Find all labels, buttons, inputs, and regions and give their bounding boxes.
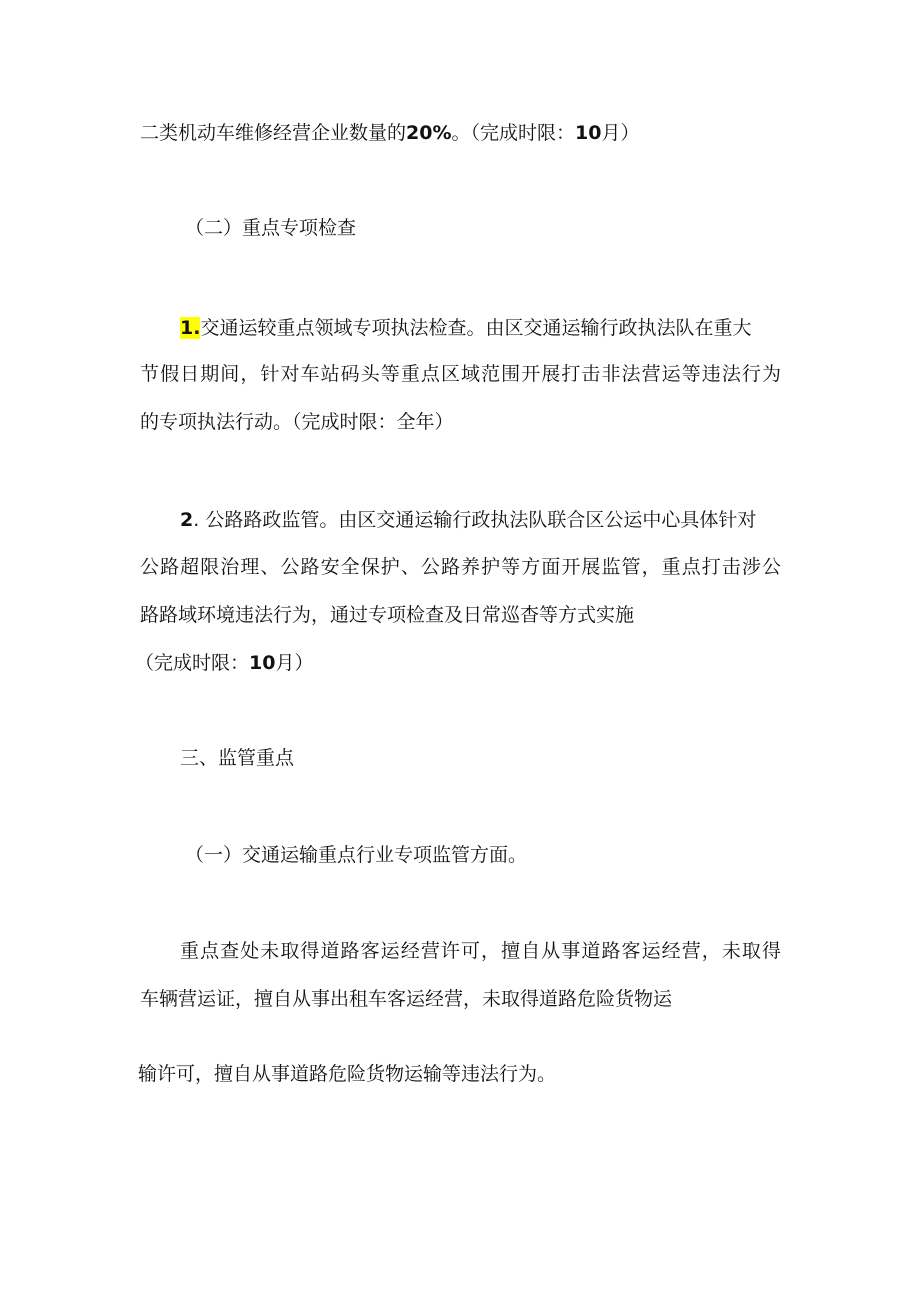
item-1-text: 交通运较重点领域专项执法检查。由区交通运输行政执法队在重大 <box>200 317 752 339</box>
paragraph-line-1: 重点查处未取得道路客运经营许可，擅自从事道路客运经营，未取得 <box>180 940 781 962</box>
text-segment: （完成时限： <box>135 652 250 674</box>
text-segment: 月） <box>275 652 314 674</box>
item-2-text: . 公路路政监管。由区交通运输行政执法队联合区公运中心具体针对 <box>193 509 757 531</box>
item-1-line-3: 的专项执法行动。（完成时限：全年） <box>140 411 454 433</box>
item-2-deadline <box>135 650 313 676</box>
item-2-line-3: 路路域环境违法行为，通过专项检查及日常巡杳等方式实施 <box>140 604 635 626</box>
deadline-month: 10 <box>575 122 602 144</box>
text-segment: 。（完成时限： <box>451 122 576 144</box>
sub-heading-industry-supervision: （一）交通运输重点行业专项监管方面。 <box>185 844 528 866</box>
section-heading-special-inspection: （二）重点专项检查 <box>185 217 357 239</box>
item-2-number: 2 <box>180 509 194 531</box>
item-2-line-2: 公路超限治理、公路安全保护、公路养护等方面开展监管，重点打击涉公 <box>140 556 781 578</box>
item-1-number: 1. <box>180 317 201 339</box>
section-heading-supervision-focus: 三、监管重点 <box>180 747 295 769</box>
item-1-line-1 <box>180 315 751 341</box>
paragraph-line <box>140 120 639 146</box>
deadline-month: 10 <box>249 652 276 674</box>
text-segment: 二类机动车维修经营企业数量的 <box>140 122 407 144</box>
paragraph-line-2: 车辆营运证，擅自从事出租车客运经营，未取得道路危险货物运 <box>140 988 673 1010</box>
text-segment: 月） <box>601 122 640 144</box>
paragraph-line-3: 输许可，擅自从事道路危险货物运输等违法行为。 <box>138 1063 557 1085</box>
percent-value: 20% <box>406 122 452 144</box>
item-2-line-1 <box>180 507 756 533</box>
item-1-line-2: 节假日期间，针对车站码头等重点区域范围开展打击非法营运等违法行为 <box>140 363 781 385</box>
